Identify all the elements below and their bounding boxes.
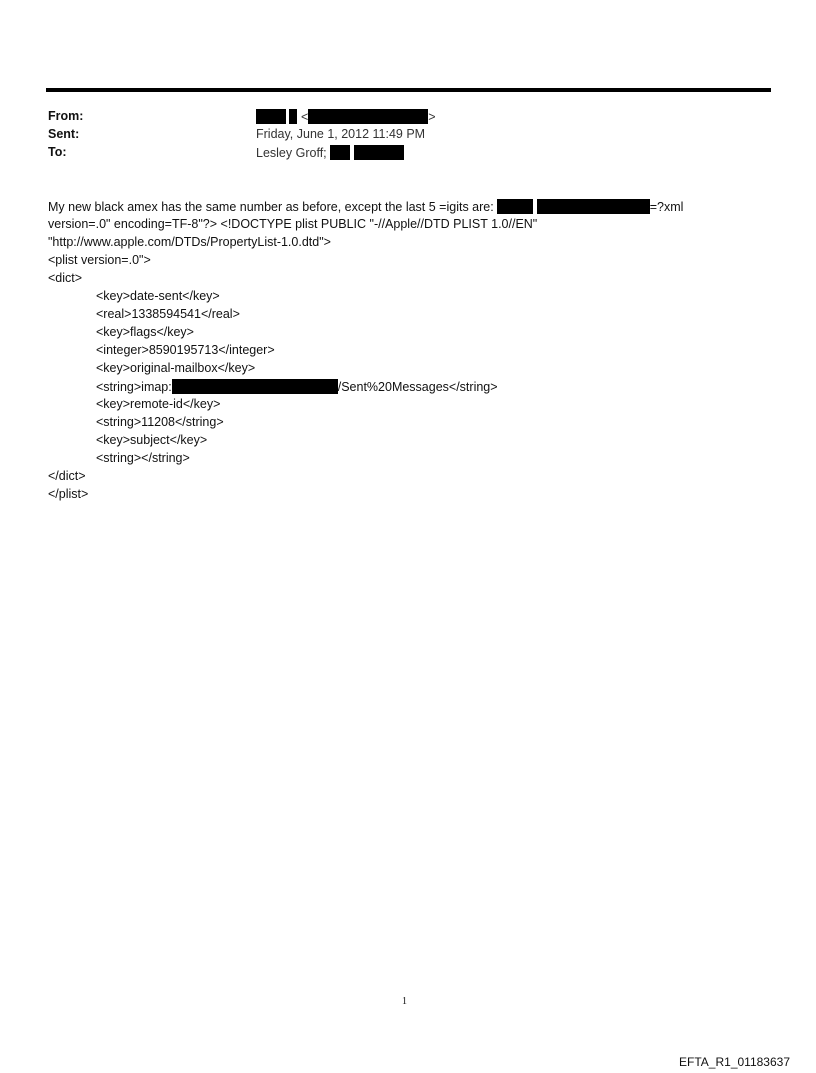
body-line-12: <key>remote-id</key> [96, 397, 221, 411]
to-label: To: [48, 145, 67, 159]
body-line-15: <string></string> [96, 451, 190, 465]
from-value [256, 109, 436, 124]
to-recipient: Lesley Groff; [256, 146, 327, 160]
page-number: 1 [402, 996, 407, 1007]
body-text: /Sent%20Messages</string> [337, 380, 498, 394]
body-line-6: <key>date-sent</key> [96, 289, 220, 303]
to-value [256, 145, 404, 160]
body-line-1 [48, 199, 683, 214]
body-line-3: "http://www.apple.com/DTDs/PropertyList-1.0.dtd"> [48, 235, 331, 249]
from-label: From: [48, 109, 84, 123]
sent-label: Sent: [48, 127, 80, 141]
redaction-block [256, 109, 286, 124]
redaction-block [537, 199, 650, 214]
body-line-2: version=.0" encoding=TF-8"?> <!DOCTYPE plist PUBLIC "-//Apple//DTD PLIST 1.0//EN" [48, 217, 538, 231]
from-close-bracket: > [428, 110, 436, 124]
header-rule [46, 88, 771, 92]
body-line-4: <plist version=.0"> [48, 253, 151, 267]
redaction-block [172, 379, 338, 394]
body-text: =?xml [649, 200, 684, 214]
body-line-11 [96, 379, 498, 394]
body-line-7: <real>1338594541</real> [96, 307, 240, 321]
bates-number: EFTA_R1_01183637 [679, 1055, 790, 1069]
sent-value: Friday, June 1, 2012 11:49 PM [256, 127, 426, 141]
body-text: My new black amex has the same number as before, except the last 5 =igits are: [48, 200, 494, 214]
body-line-17: </plist> [48, 487, 89, 501]
from-open-bracket: < [300, 110, 309, 124]
body-line-8: <key>flags</key> [96, 325, 194, 339]
redaction-block [289, 109, 297, 124]
redaction-block [497, 199, 533, 214]
body-line-14: <key>subject</key> [96, 433, 208, 447]
body-line-13: <string>11208</string> [96, 415, 224, 429]
body-line-16: </dict> [48, 469, 86, 483]
body-line-9: <integer>8590195713</integer> [96, 343, 275, 357]
redaction-block [330, 145, 350, 160]
redaction-block [308, 109, 428, 124]
body-line-5: <dict> [48, 271, 83, 285]
redaction-block [354, 145, 404, 160]
body-line-10: <key>original-mailbox</key> [96, 361, 256, 375]
body-text: <string>imap: [96, 380, 172, 394]
